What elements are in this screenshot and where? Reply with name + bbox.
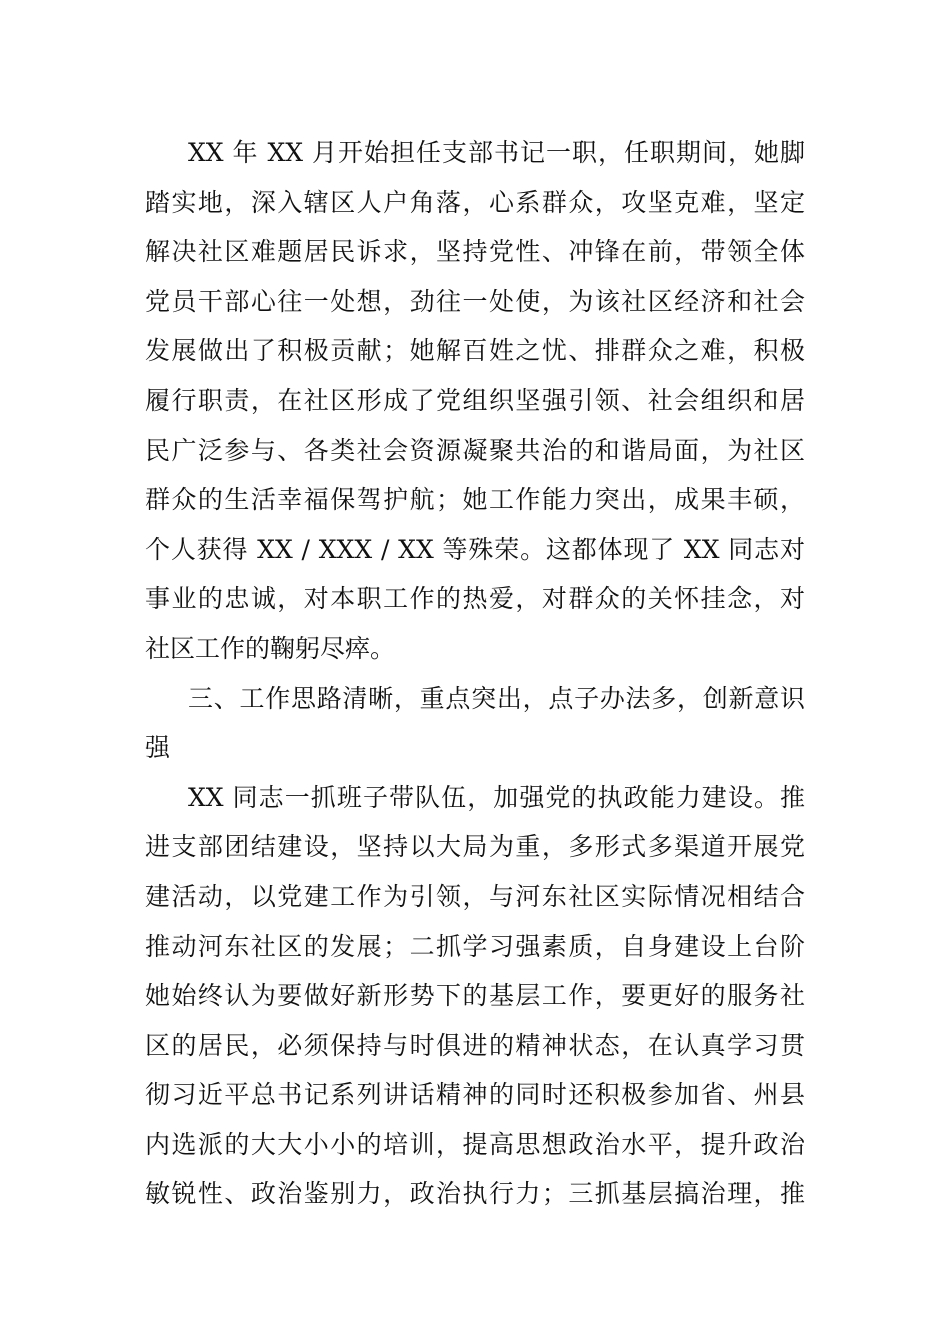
text-line: 建活动，以党建工作为引领，与河东社区实际情况相结合 — [145, 881, 805, 911]
text-line: XX 年 XX 月开始担任支部书记一职，任职期间，她脚 — [188, 138, 805, 167]
text-line: 事业的忠诚，对本职工作的热爱，对群众的关怀挂念，对 — [145, 584, 805, 614]
text-line: 进支部团结建设，坚持以大局为重，多形式多渠道开展党 — [145, 832, 805, 862]
text-line: 发展做出了积极贡献；她解百姓之忧、排群众之难，积极 — [145, 336, 805, 366]
text-line: 个人获得 XX / XXX / XX 等殊荣。这都体现了 XX 同志对 — [145, 534, 805, 564]
text-line: 内选派的大大小小的培训，提高思想政治水平，提升政治 — [145, 1129, 805, 1159]
text-line: 踏实地，深入辖区人户角落，心系群众，攻坚克难，坚定 — [145, 187, 805, 217]
section-heading: 强 — [145, 733, 171, 763]
text-line: 党员干部心往一处想，劲往一处使，为该社区经济和社会 — [145, 286, 805, 316]
text-line: 群众的生活幸福保驾护航；她工作能力突出，成果丰硕， — [145, 485, 805, 515]
text-line: 履行职责，在社区形成了党组织坚强引领、社会组织和居 — [145, 385, 805, 415]
text-line: 彻习近平总书记系列讲话精神的同时还积极参加省、州县 — [145, 1080, 805, 1110]
text-line: 解决社区难题居民诉求，坚持党性、冲锋在前，带领全体 — [145, 237, 805, 267]
text-line: 民广泛参与、各类社会资源凝聚共治的和谐局面，为社区 — [145, 435, 805, 465]
text-line: 敏锐性、政治鉴别力，政治执行力；三抓基层搞治理，推 — [145, 1179, 805, 1209]
text-line: XX 同志一抓班子带队伍，加强党的执政能力建设。推 — [188, 782, 805, 812]
text-line: 推动河东社区的发展；二抓学习强素质，自身建设上台阶 — [145, 931, 805, 961]
section-heading: 三、工作思路清晰，重点突出，点子办法多，创新意识 — [188, 683, 805, 713]
document-body — [145, 128, 805, 1219]
text-line: 社区工作的鞠躬尽瘁。 — [145, 633, 396, 663]
text-line: 她始终认为要做好新形势下的基层工作，要更好的服务社 — [145, 981, 805, 1011]
text-line: 区的居民，必须保持与时俱进的精神状态，在认真学习贯 — [145, 1030, 805, 1060]
